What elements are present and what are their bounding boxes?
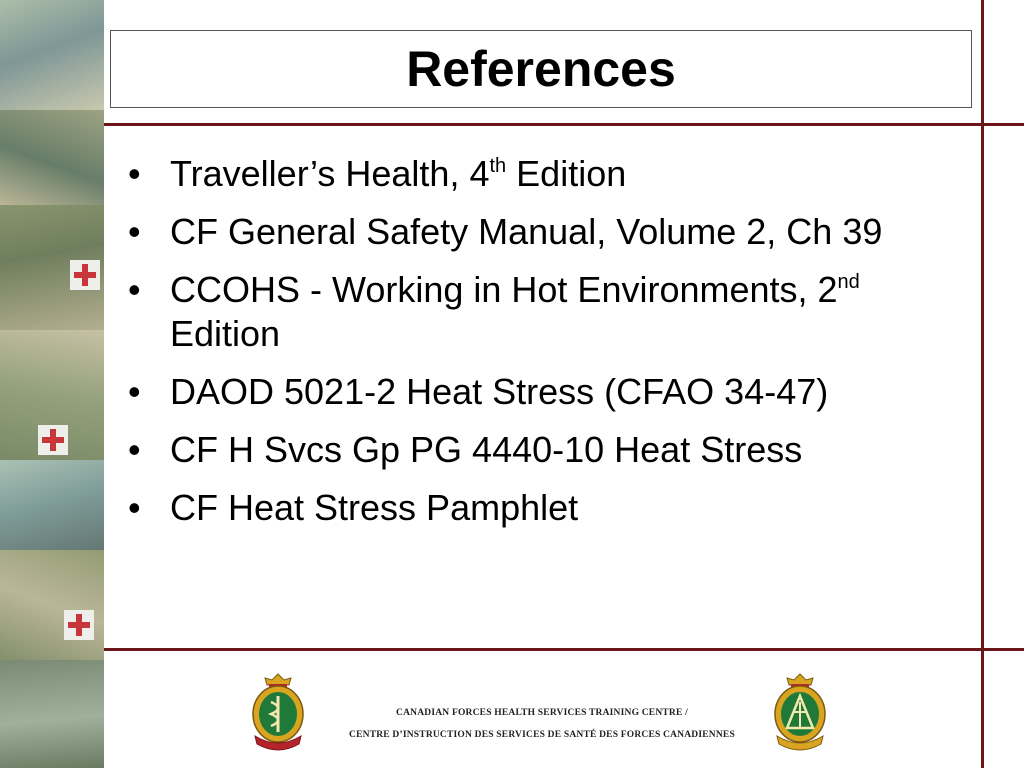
reference-ordinal-suffix: nd — [837, 271, 860, 293]
medical-branch-crest-logo — [769, 672, 831, 752]
footer-line-french: CENTRE D’INSTRUCTION DES SERVICES DE SANTÉ DES FORCES CANADIENNES — [349, 730, 735, 740]
reference-main-text: CF General Safety Manual, Volume 2, Ch 39 — [170, 211, 883, 252]
reference-main-text: CF Heat Stress Pamphlet — [170, 487, 579, 528]
reference-item — [128, 486, 973, 530]
health-services-crest-logo — [247, 672, 309, 752]
bullet-icon: • — [128, 269, 141, 310]
reference-main-text: Traveller’s Health, 4 — [170, 153, 490, 194]
reference-text — [170, 152, 973, 196]
reference-item — [128, 152, 973, 196]
bullet-icon: • — [128, 153, 141, 194]
reference-text — [170, 210, 973, 254]
reference-text — [170, 370, 973, 414]
reference-main-text: CCOHS - Working in Hot Environments, 2 — [170, 269, 838, 310]
bullet-icon: • — [128, 487, 141, 528]
reference-item — [128, 370, 973, 414]
reference-main-text: CF H Svcs Gp PG 4440-10 Heat Stress — [170, 429, 803, 470]
reference-after-text: Edition — [170, 313, 281, 354]
reference-item — [128, 210, 973, 254]
red-cross-icon — [64, 610, 94, 640]
reference-text — [170, 428, 973, 472]
reference-text — [170, 268, 973, 356]
reference-ordinal-suffix: th — [489, 155, 507, 177]
reference-main-text: DAOD 5021-2 Heat Stress (CFAO 34-47) — [170, 371, 829, 412]
slide-title: References — [406, 41, 676, 97]
reference-list — [128, 152, 973, 544]
photo-collage — [0, 0, 104, 768]
footer-divider — [104, 648, 1024, 651]
reference-after-text: Edition — [506, 153, 627, 194]
bullet-icon: • — [128, 429, 141, 470]
reference-item — [128, 268, 973, 356]
header-divider — [104, 123, 1024, 126]
right-divider — [981, 0, 984, 768]
footer-line-english: CANADIAN FORCES HEALTH SERVICES TRAINING CENTRE / — [396, 708, 688, 718]
bullet-icon: • — [128, 211, 141, 252]
reference-item — [128, 428, 973, 472]
red-cross-icon — [38, 425, 68, 455]
reference-text — [170, 486, 973, 530]
footer-institution-name — [322, 702, 762, 746]
title-box — [110, 30, 972, 108]
bullet-icon: • — [128, 371, 141, 412]
red-cross-icon — [70, 260, 100, 290]
